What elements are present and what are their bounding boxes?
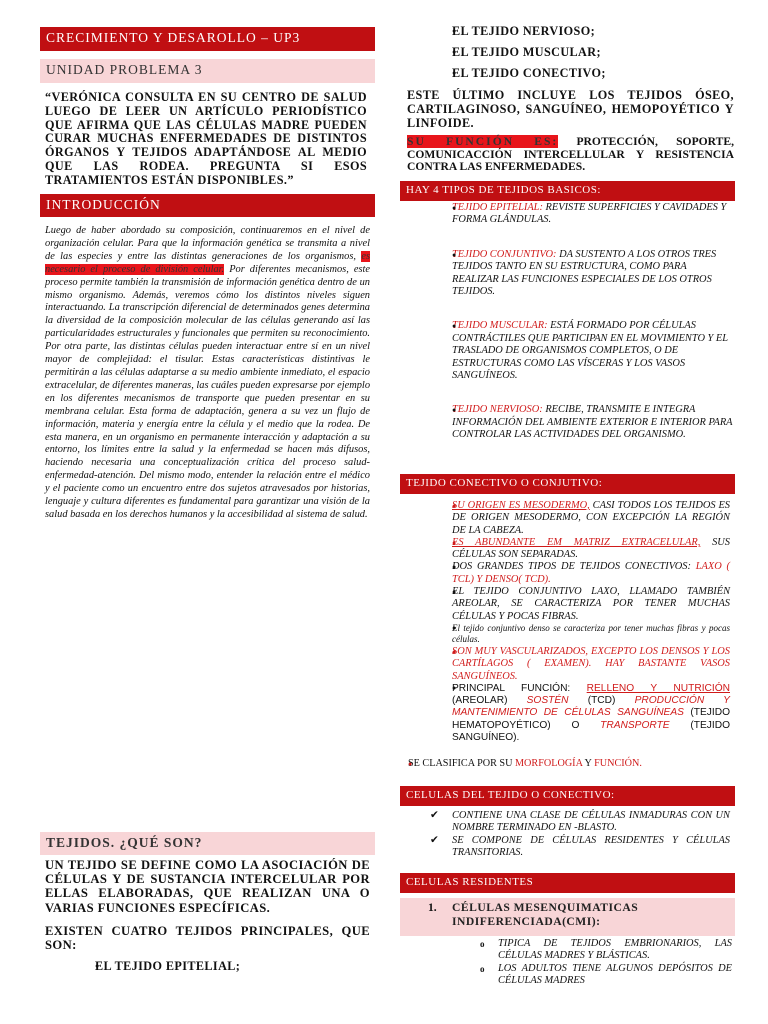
list-item [400, 404, 735, 441]
ultimo-paragraph: ESTE ÚLTIMO INCLUYE LOS TEJIDOS ÓSEO, CARTILAGINOSO, SANGUÍNEO, HEMOPOYÉTICO Y LINFOIDE. [407, 88, 734, 130]
tipo-name: TEJIDO EPITELIAL: [452, 202, 543, 213]
intro-highlight: es necesario el proceso de división celular. [45, 250, 370, 275]
check-icon: ✔ [430, 834, 439, 846]
origen-text: CASI TODOS LOS TEJIDOS ES DE ORIGEN MESODERMO, CON EXCEPCIÓN LA REGIÓN DE LA CABEZA. [452, 500, 730, 536]
funcion-e: (TCD) [587, 695, 616, 707]
tejidos-definition: UN TEJIDO SE DEFINE COMO LA ASOCIACIÓN DE CÉLULAS Y DE SUSTANCIA INTERCELULAR POR ELLAS ELABORADAS, QUE REALIZAN UNA O VARIAS FUNCIONES ESPECÍFICAS. [45, 858, 370, 915]
list-item [400, 963, 732, 988]
intro-text-1: Luego de haber abordado su composición, continuaremos en el nivel de organización celular. Para que la información genética se transmita a nivel de las especies y entre las distintas generaciones de los organismos, [45, 225, 370, 262]
list-item [400, 561, 730, 586]
abundante-text: SUS CÉLULAS SON SEPARADAS. [452, 536, 731, 561]
tipos-header [400, 181, 735, 201]
vasc-text: SON MUY VASCULARIZADOS, EXCEPTO LOS DENSOS Y LOS CARTÍLAGOS ( EXAMEN). HAY BASTANTE VASOS SANGUÍNEOS. [452, 645, 730, 682]
residentes-header-text: CELULAS RESIDENTES [406, 876, 534, 888]
clasifica-morfologia: MORFOLOGÍA [515, 758, 583, 769]
cmi-list [400, 938, 732, 987]
funcion-transporte: TRANSPORTE [600, 719, 670, 731]
conectivo-header-text: TEJIDO CONECTIVO O CONJUTIVO: [406, 477, 603, 489]
funcion-label: SU FUNCIÓN ES: [407, 135, 559, 148]
clasifica-item [384, 758, 748, 770]
intro-header-text: INTRODUCCIÓN [46, 197, 161, 212]
list-item [400, 202, 735, 227]
document-title [40, 27, 375, 51]
list-item [400, 683, 730, 744]
funcion-c: (AREOLAR) [452, 695, 508, 707]
check-icon: ✔ [430, 810, 439, 821]
celulas-header [400, 786, 735, 806]
tejidos-list [45, 960, 370, 974]
cmi-heading [400, 898, 735, 936]
funcion-sosten: SOSTÉN [526, 695, 569, 707]
funcion-g: (TEJIDO HEMATOPOYÉTICO) O [452, 707, 730, 731]
tejido-epitelial: EL TEJIDO EPITELIAL; [95, 959, 241, 973]
list-item [400, 835, 730, 860]
conectivo-list [400, 500, 730, 744]
tipos-list [400, 202, 735, 442]
grandes-highlight: LAXO ( TCL) Y DENSO( TCD). [452, 561, 730, 585]
clasifica-a: SE CLASIFICA POR SU [408, 758, 513, 769]
list-item [400, 320, 735, 382]
list-item [400, 25, 735, 46]
tipo-text: DA SUSTENTO A LOS OTROS TRES TEJIDOS TANTO EN SU ESTRUCTURA, COMO PARA REALIZAR LAS FUNCIONES ESPECIALES DE LOS OTROS TEJIDOS. [452, 248, 717, 298]
tejidos-header-text: TEJIDOS. ¿QUÉ SON? [46, 835, 203, 850]
tejidos-existen: EXISTEN CUATRO TEJIDOS PRINCIPALES, QUE SON: [45, 924, 370, 953]
celulas-text: SE COMPONE DE CÉLULAS RESIDENTES Y CÉLULAS TRANSITORIAS. [452, 834, 730, 858]
list-item [400, 623, 730, 646]
list-item [400, 249, 735, 299]
list-item [400, 46, 735, 67]
abundante-highlight: ES ABUNDANTE EM MATRIZ EXTRACELULAR, [452, 536, 701, 548]
tipo-name: TEJIDO NERVIOSO: [452, 404, 543, 416]
list-item [400, 938, 732, 963]
denso-text: El tejido conjuntivo denso se caracteriza por tener muchas fibras y pocas células. [452, 622, 730, 645]
celulas-list [400, 810, 730, 859]
case-quote: “VERÓNICA CONSULTA EN SU CENTRO DE SALUD LUEGO DE LEER UN ARTÍCULO PERIODÍSTICO QUE AFIRMA QUE LAS CÉLULAS MADRE PUEDEN CURAR MUCHAS ENFERMEDADES DE DISTINTOS ÓRGANOS Y TEJIDOS ADAPTÁNDOSE AL MEDIO QUE LAS RODEA. PREGUNTA SI ESOS TRATAMIENTOS ESTÁN DISPONIBLES.” [45, 90, 367, 187]
document-title-text: CRECIMIENTO Y DESAROLLO – UP3 [46, 30, 301, 45]
unit-header-text: UNIDAD PROBLEMA 3 [46, 62, 203, 77]
tipo-text: REVISTE SUPERFICIES Y CAVIDADES Y FORMA GLÁNDULAS. [452, 202, 727, 226]
funcion-text: PROTECCIÓN, SOPORTE, COMUNICACCIÓN INTERCELLULAR Y RESISTENCIA CONTRA LAS ENFERMEDADES. [407, 135, 735, 174]
intro-text-2: Por diferentes mecanismos, este proceso permite también la transmisión de información genética dentro de un mismo organismo. Además, veremos cómo los distintos niveles siguen interactuando. La transcripción diferencial de determinados genes determina la diversidad de la composición molecular de las células generando así las particularidades estructurales y funcionales que permiten su reconocimiento. Por otra parte, las distintas células pueden interactuar entre sí en un nivel mayor de complejidad: el tisular. Estas características distintivas le permitirán a las células adaptarse a su medio ambiente inmediato, el espacio extracelular, de diferentes maneras, las cuáles pueden expresarse por ejemplo en los diferentes mecanismos de transporte que pueden presentar en su membrana celular. Esta forma de adaptación, genera a su vez un flujo de información, materia y energía entre la célula y el medio que la rodea. De esta manera, en un organismo en permanente interacción y adaptación a su entorno, los límites entre la salud y la enfermedad se hacen más difusos, haciendo necesaria una conceptualización crítica del proceso salud-enfermedad-atención. Del mismo modo, entender la relación entre el médico y el paciente como un encuentro entre dos sujetos atravesados por historias, lenguaje y cultura diferentes es fundamental para garantizar una visión de la salud basada en los derechos humanos y la accesibilidad al sistema de salud. [45, 263, 371, 520]
tipo-name: TEJIDO CONJUNTIVO: [452, 248, 557, 260]
list-item [400, 67, 735, 88]
cmi-title: CÉLULAS MESENQUIMATICAS INDIFERENCIADA(CMI): [452, 901, 639, 928]
laxo-text: EL TEJIDO CONJUNTIVO LAXO, LLAMADO TAMBIÉN AREOLAR, SE CARACTERIZA POR TENER MUCHAS CÉLULAS Y POCAS FIBRAS. [452, 586, 730, 622]
conectivo-header [400, 474, 735, 494]
cmi-text: TIPICA DE TEJIDOS EMBRIONARIOS, LAS CÉLULAS MADRES Y BLÁSTICAS. [498, 938, 732, 962]
celulas-header-text: CELULAS DEL TEJIDO O CONECTIVO: [406, 789, 615, 801]
funcion-a: PRINCIPAL FUNCIÓN: [452, 682, 571, 694]
cmi-number: 1. [428, 901, 437, 914]
clasifica-c: Y [584, 758, 592, 769]
tejido-nervioso: EL TEJIDO NERVIOSO; [452, 24, 596, 38]
tejidos-header [40, 832, 375, 855]
funcion-paragraph [407, 136, 734, 174]
tipo-text: ESTÁ FORMADO POR CÉLULAS CONTRÁCTILES QUE PARTICIPAN EN EL MOVIMIENTO Y EL TRASLADO DE ORGANISMOS COMPLETOS, O DE ESTRUCTURAS COMO LAS VÍSCERAS Y LOS VASOS SANGUÍNEOS. [452, 320, 728, 382]
intro-header [40, 194, 375, 217]
unit-header [40, 59, 375, 83]
funcion-relleno: RELLENO Y NUTRICIÓN [586, 682, 730, 694]
cmi-text: LOS ADULTOS TIENE ALGUNOS DEPÓSITOS DE CÉLULAS MADRES [498, 962, 732, 986]
clasifica-funcion: FUNCIÓN. [594, 758, 642, 769]
funcion-i: (TEJIDO SANGUÍNEO). [452, 719, 730, 744]
residentes-header [400, 873, 735, 893]
list-item [400, 810, 730, 835]
circle-icon: o [480, 963, 485, 974]
origen-highlight: SU ORIGEN ES MESODERMO, [452, 500, 590, 511]
tejidos-list-cont [400, 25, 735, 88]
list-item [400, 646, 730, 683]
tejido-conectivo: EL TEJIDO CONECTIVO; [452, 66, 606, 80]
circle-icon: o [480, 939, 485, 949]
tipo-text: RECIBE, TRANSMITE E INTEGRA INFORMACIÓN DEL AMBIENTE EXTERIOR E INTERIOR PARA CONTROLAR LAS ACTIVIDADES DEL ORGANISMO. [452, 404, 733, 441]
tipos-header-text: HAY 4 TIPOS DE TEJIDOS BASICOS: [406, 184, 601, 196]
tejido-muscular: EL TEJIDO MUSCULAR; [452, 45, 601, 59]
list-item [400, 500, 730, 537]
intro-paragraph [45, 225, 370, 522]
list-item [400, 586, 730, 623]
funcion-produccion: PRODUCCIÓN Y MANTENIMIENTO DE CÉLULAS SANGUÍNEAS [452, 695, 730, 719]
grandes-text: DOS GRANDES TIPOS DE TEJIDOS CONECTIVOS: [452, 561, 691, 573]
celulas-text: CONTIENE UNA CLASE DE CÉLULAS INMADURAS CON UN NOMBRE TERMINADO EN -BLASTO. [452, 810, 730, 834]
list-item [400, 537, 730, 562]
tipo-name: TEJIDO MUSCULAR: [452, 320, 548, 332]
list-item [45, 960, 370, 974]
